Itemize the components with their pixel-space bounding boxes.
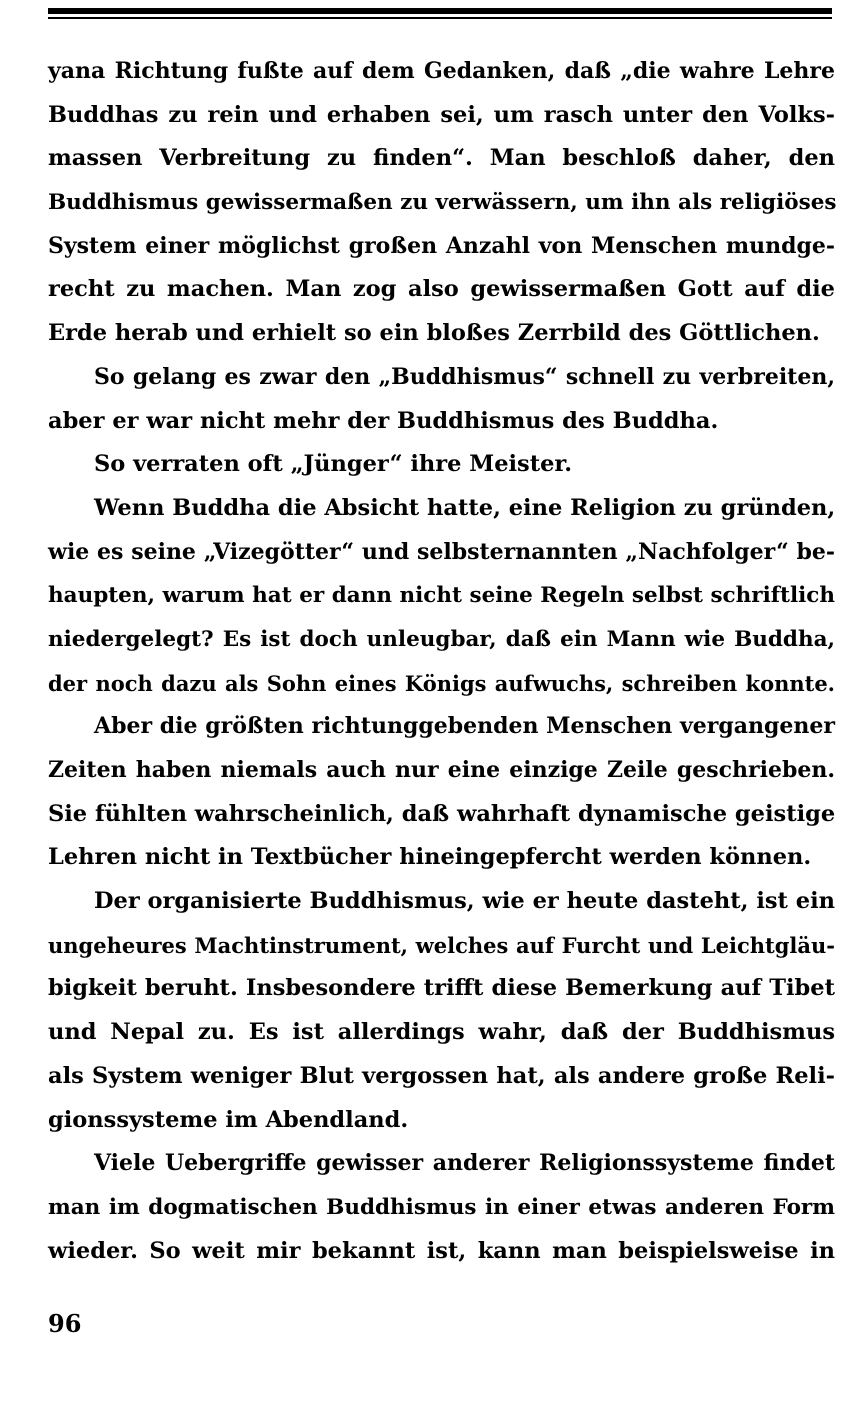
text-line: Der organisierte Buddhismus, wie er heute dasteht, ist ein — [94, 888, 835, 915]
text-line: Aber die größten richtunggebenden Menschen vergangener — [94, 713, 835, 740]
text-line: Buddhismus gewissermaßen zu verwässern, um ihn als religiöses — [48, 190, 837, 216]
text-line: So gelang es zwar den „Buddhismus“ schnell zu verbreiten, — [94, 363, 835, 390]
text-line: So verraten oft „Jünger“ ihre Meister. — [94, 451, 573, 478]
text-line: System einer möglichst großen Anzahl von Menschen mundge- — [48, 232, 835, 259]
text-line: gionssysteme im Abendland. — [48, 1106, 409, 1133]
body-text — [48, 50, 835, 1273]
text-line: und Nepal zu. Es ist allerdings wahr, daß der Buddhismus — [48, 1019, 835, 1046]
text-line: Wenn Buddha die Absicht hatte, eine Religion zu gründen, — [94, 494, 836, 521]
text-line: Sie fühlten wahrscheinlich, daß wahrhaft dynamische geistige — [48, 800, 836, 827]
text-line: Viele Uebergriffe gewisser anderer Religionssysteme findet — [94, 1150, 835, 1177]
text-line: haupten, warum hat er dann nicht seine Regeln selbst schriftlich — [48, 583, 835, 609]
text-line: wie es seine „Vizegötter“ und selbsternannten „Nachfolger“ be- — [48, 538, 835, 565]
text-line: Zeiten haben niemals auch nur eine einzige Zeile geschrieben. — [48, 757, 835, 783]
text-line: yana Richtung fußte auf dem Gedanken, daß „die wahre Lehre — [48, 58, 835, 84]
text-line: wieder. So weit mir bekannt ist, kann man beispielsweise in — [48, 1237, 835, 1264]
text-line: massen Verbreitung zu finden“. Man beschloß daher, den — [48, 145, 835, 172]
text-line: man im dogmatischen Buddhismus in einer etwas anderen Form — [48, 1194, 835, 1220]
text-line: Lehren nicht in Textbücher hineingepfercht werden können. — [48, 844, 812, 871]
text-line: als System weniger Blut vergossen hat, als andere große Reli- — [48, 1062, 835, 1089]
text-line: ungeheures Machtinstrument, welches auf Furcht und Leichtgläu- — [48, 932, 835, 958]
text-line: aber er war nicht mehr der Buddhismus des Buddha. — [48, 407, 719, 434]
text-line: der noch dazu als Sohn eines Königs aufwuchs, schreiben konnte. — [48, 670, 835, 696]
header-rule-thin — [48, 17, 832, 19]
text-line: niedergelegt? Es ist doch unleugbar, daß ein Mann wie Buddha, — [48, 626, 835, 652]
page-number: 96 — [48, 1309, 82, 1338]
text-line: Erde herab und erhielt so ein bloßes Zerrbild des Göttlichen. — [48, 320, 820, 347]
text-line: recht zu machen. Man zog also gewissermaßen Gott auf die — [48, 276, 835, 303]
text-line: Buddhas zu rein und erhaben sei, um rasch unter den Volks- — [48, 101, 835, 128]
text-line: bigkeit beruht. Insbesondere trifft diese Bemerkung auf Tibet — [48, 975, 835, 1002]
header-rule — [48, 8, 832, 14]
